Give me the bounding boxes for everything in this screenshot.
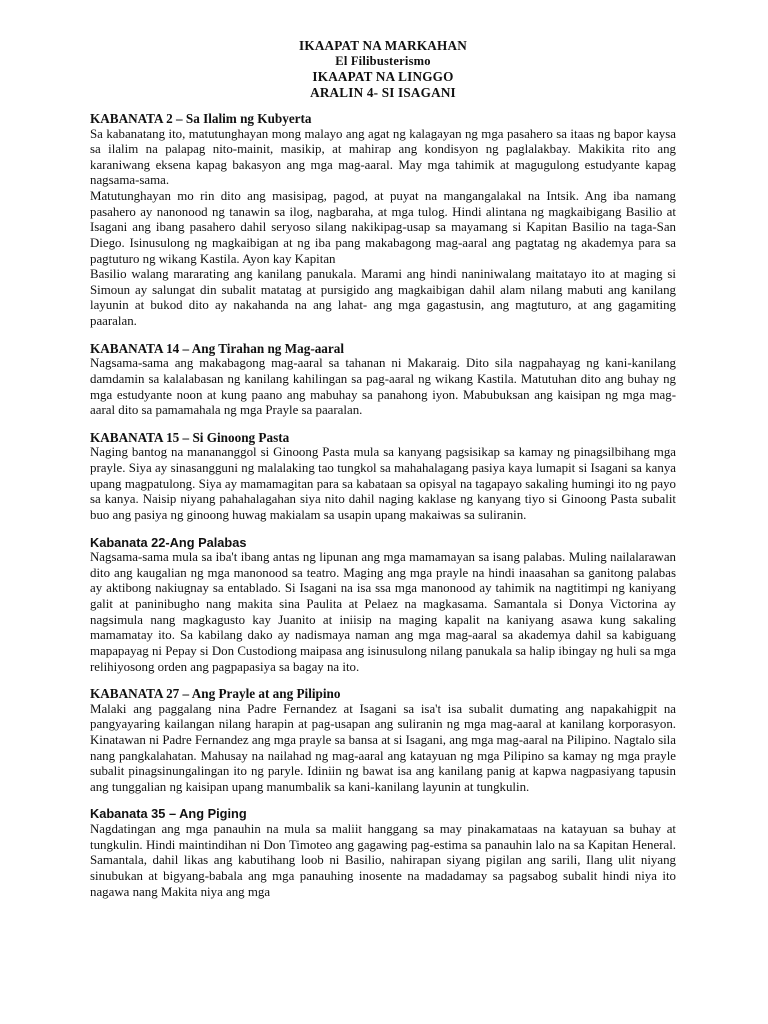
- chapter-35: [90, 806, 676, 900]
- chapter-heading: KABANATA 14 – Ang Tirahan ng Mag-aaral: [90, 340, 345, 356]
- week-title: IKAAPAT NA LINGGO: [312, 69, 454, 84]
- chapter-heading: KABANATA 15 – Si Ginoong Pasta: [90, 429, 290, 445]
- chapter-paragraph: Nagsama-sama mula sa iba't ibang antas ng lipunan ang mga mamamayan sa isang palabas. Muling nailalarawan dito ang kaugalian ng mga manonood sa teatro. Maging ang mga prayle na hindi inaasahan sa ganitong palabas ay aktibong nakiugnay sa entablado. Si Isagani na isa ssa mga manonood ay tahimik na nagtitimpi ng kaniyang galit at paninibugho nang makita sina Paulita at Pelaez na magkasama. Samantala si Donya Victorina ay nagsimula nang magkagusto kay Juanito at iniisip na maging kapalit na kaniyang asawa kung sakaling mamamatay ito. Sa kabilang dako ay nadismaya naman ang mga mag-aaral sa akademya dahil sa kabiguang mapapayag ni Pepay si Don Custodiong maipasa ang isinusulong nilang panukala sa halip ibingay ng huli sa mga relihiyosong orden ang pagpapasiya sa bagay na ito.: [90, 550, 676, 674]
- chapter-paragraph: Sa kabanatang ito, matutunghayan mong malayo ang agat ng kalagayan ng mga pasahero sa itaas ng bapor kaysa sa ilalim na palapag nito-mainit, masikip, at mahirap ang kondisyon ng paglalakbay. Makikita rito ang karaniwang eksena kapag bakasyon ang mga mag-aaral. May mga tahimik at magugulong estudyante kapag nagsama-sama.: [90, 126, 676, 188]
- chapter-2: [90, 111, 676, 330]
- chapter-paragraph: Nagdatingan ang mga panauhin na mula sa maliit hanggang sa may pinakamataas na katayuan sa buhay at tungkulin. Hindi maintindihan ni Don Timoteo ang gagawing pag-estima sa panauhin lalo na sa Kapitan Heneral. Samantala, dahil likas ang kabutihang loob ni Basilio, nahirapan siyang pigilan ang sarili, Ilang ulit niyang sinubukan at bigyang-babala ang mga panauhing inosente na madadamay sa pagsabog subalit hindi niya ito nagawa nang Makita niya ang mga: [90, 822, 676, 899]
- chapter-paragraph: Matutunghayan mo rin dito ang masisipag, pagod, at puyat na mangangalakal na Intsik. Ang iba namang pasahero ay nanonood ng tanawin sa ilog, nagbaraha, at mga tulog. Hindi alintana ng magkaibigang Basilio at Isagani ang ibang pasahero dahil seryoso silang nakikipag-usap sa mayamang si Kapitan Basilio na taga-San Diego. Isinusulong ng magkaibigan at ng iba pang makabagong mag-aaral ang pagtatag ng akademya para sa pagtuturo ng wikang Kastila. Ayon kay Kapitan: [90, 189, 676, 266]
- chapter-paragraph: Naging bantog na manananggol si Ginoong Pasta mula sa kanyang pagsisikap sa kamay ng pinagsilbihang mga prayle. Siya ay sinasangguni ng malalaking tao tungkol sa mahahalagang pasiya kaya lumapit si Isagani sa kanya upang magpatulong. Siya ay mamamagitan para sa kabataan sa opisyal na tagapayo sakaling humingi ito ng payo sa kanya. Naisip niyang pahahalagahan siya nito dahil naging kaklase ng kanyang tiyo si Ginoong Pasta subalit buo ang pasiya ng ginoong huwag makialam sa usapin upang makaiwas sa suliranin.: [90, 445, 676, 522]
- chapter-heading: KABANATA 2 – Sa Ilalim ng Kubyerta: [90, 111, 312, 126]
- chapter-15: [90, 430, 676, 524]
- quarter-title: IKAAPAT NA MARKAHAN: [299, 38, 467, 53]
- chapter-heading: Kabanata 22-Ang Palabas: [90, 534, 247, 550]
- document-header: [90, 38, 676, 100]
- lesson-title: ARALIN 4- SI ISAGANI: [310, 84, 456, 100]
- chapter-14: [90, 341, 676, 419]
- chapter-heading: Kabanata 35 – Ang Piging: [90, 806, 247, 822]
- chapter-22: [90, 535, 676, 676]
- chapter-paragraph: Malaki ang paggalang nina Padre Fernandez at Isagani sa isa't isa subalit dumating ang napakahigpit na pangyayaring kailangan nilang harapin at pag-usapan ang suliranin ng mga mag-aaral at kanilang korporasyon. Kinatawan ni Padre Fernandez ang mga prayle sa bansa at si Isagani, ang mga mag-aaral na Pilipino. Nagtalo sila nang pangkalahatan. Mahusay na nailahad ng mag-aaral ang katayuan ng mga Pilipino sa kamay ng mga prayle subalit pinagsinungalingan ito ng paryle. Idiniin ng bawat isa ang kanilang panig at kapwa nagpasiyang tapusin ang tunggalian ng kaisipan upang manumbalik sa kani-kanilang layunin at tungkulin.: [90, 701, 676, 794]
- chapter-27: [90, 686, 676, 795]
- book-title: El Filibusterismo: [335, 53, 431, 68]
- chapter-heading: KABANATA 27 – Ang Prayle at ang Pilipino: [90, 686, 341, 702]
- chapter-paragraph: Basilio walang mararating ang kanilang panukala. Marami ang hindi naniniwalang maitatayo ito at maging si Simoun ay salungat din subalit matatag at pursigido ang magkaibigan dahil alam nilang mabuti ang kanilang layunin at bukod dito ay nakahanda na ang lahat- ang mga gagastusin, ang magtuturo, at ang gagamiting paaralan.: [90, 267, 676, 329]
- chapter-paragraph: Nagsama-sama ang makabagong mag-aaral sa tahanan ni Makaraig. Dito sila nagpahayag ng kani-kanilang damdamin sa kalalabasan ng kanilang kahilingan sa pag-aaral ng wikang Kastila. Matutuhan dito ang buhay ng mga estudyante noon at kung paano ang mabuhay sa panahong iyon. Mabubuksan ang kaisipan ng mga mag-aaral dito sa pamamahala ng mga Prayle sa paaralan.: [90, 356, 676, 418]
